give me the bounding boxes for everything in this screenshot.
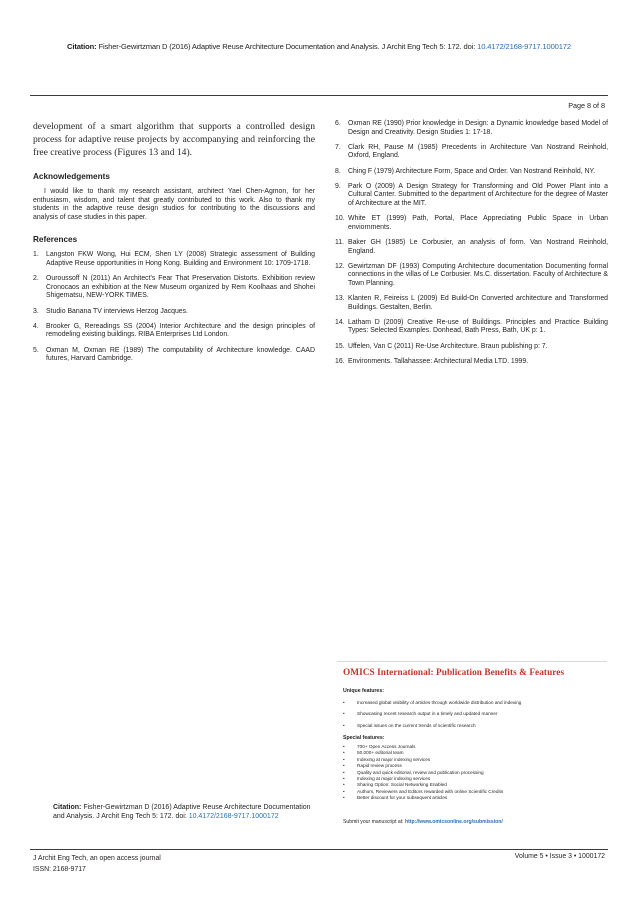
- journal-issn: ISSN: 2168-9717: [33, 866, 86, 873]
- header-citation-text: Fisher-Gewirtzman D (2016) Adaptive Reuse Architecture Documentation and Analysis. J Archit Eng Tech 5: 172. doi:: [98, 42, 476, 51]
- reference-number: 10.: [335, 215, 345, 223]
- footer-citation-label: Citation:: [53, 804, 82, 811]
- reference-item: [335, 295, 608, 312]
- acknowledgements-text: I would like to thank my research assistant, architect Yael Chen-Agmon, for her enthusiasm, wisdom, and talent that greatly contributed to this work. Also to thank my students in the adaptive reuse design studios for contributing to the discussions and analysis of case studies in this paper.: [33, 188, 315, 221]
- reference-text: Environments. Tallahassee: Architectural Media LTD. 1999.: [348, 357, 529, 365]
- reference-item: [335, 343, 608, 352]
- left-column: [33, 120, 315, 370]
- reference-number: 6.: [335, 120, 341, 127]
- page-number: Page 8 of 8: [568, 101, 605, 110]
- reference-text: Klanten R, Feireiss L (2009) Ed Build-On Converted architecture and Transformed Buildings. Gestalten, Berlin.: [348, 295, 608, 311]
- reference-item: [335, 183, 608, 209]
- reference-item: [335, 168, 608, 177]
- reference-item: [335, 319, 608, 336]
- unique-features-heading: Unique features:: [343, 688, 384, 694]
- reference-item: [335, 263, 608, 289]
- references-heading: References: [33, 235, 78, 245]
- feature-item: • Authors, Reviewers and Editors rewarded with online Scientific Credits: [343, 788, 504, 794]
- reference-text: Ouroussoff N (2011) An Architect's Fear That Preservation Distorts. Exhibition review Cronocaos an exhibition at the New Museum organized by Rem Koolhaas and Shohei Shigematsu, NEW-YORK TIMES.: [46, 275, 315, 300]
- reference-item: [33, 347, 315, 364]
- reference-text: Park O (2009) A Design Strategy for Transforming and Old Power Plant into a Cultural Canter. Submitted to the department of Architecture for the degree of Master of Architecture at the MIT.: [348, 182, 608, 207]
- reference-number: 5.: [33, 346, 39, 354]
- reference-text: Clark RH, Pause M (1985) Precedents in Architecture Van Nostrand Reinhold, Oxford, England.: [348, 143, 608, 160]
- reference-item: [33, 308, 315, 317]
- footer-doi-link[interactable]: 10.4172/2168-9717.1000172: [188, 812, 279, 820]
- unique-features-list: [343, 700, 521, 729]
- feature-item: • Better discount for your subsequent articles: [343, 795, 448, 801]
- footer-citation-text: Fisher-Gewirtzman D (2016) Adaptive Reuse Architecture Documentation and Analysis. J Archit Eng Tech 5: 172. doi:: [53, 804, 311, 820]
- reference-number: 13.: [335, 295, 345, 303]
- reference-text: Uffelen, Van C (2011) Re-Use Architecture. Braun publishing p: 7.: [348, 342, 548, 350]
- submission-line: [343, 819, 503, 825]
- journal-name: J Archit Eng Tech, an open access journal: [33, 855, 161, 862]
- reference-text: Oxman M, Oxman RE (1989) The computability of Architecture knowledge. CAAD futures, Harvard Cambridge.: [46, 346, 315, 363]
- header-citation: [0, 42, 638, 51]
- header-citation-label: Citation:: [67, 42, 97, 51]
- reference-text: Gewirtzman DF (1993) Computing Architecture documentation Documenting formal connections in the villas of Le Corbusier. Ms.C. dissertation. Faculty of Architecture & Town Planning.: [348, 262, 608, 287]
- feature-item: • Sharing Option: Social Networking Enabled: [343, 782, 447, 788]
- reference-text: Ching F (1979) Architecture Form, Space and Order. Van Nostrand Reinhold, NY.: [348, 167, 596, 175]
- reference-text: Oxman RE (1990) Prior knowledge in Design: a Dynamic knowledge based Model of Design and Creativity. Design Studies 1: 17-18.: [348, 120, 608, 136]
- footer-citation: [53, 804, 315, 821]
- references-list-right: [335, 120, 608, 366]
- special-features-heading: Special features:: [343, 735, 385, 741]
- special-features-list: [343, 744, 503, 802]
- reference-number: 7.: [335, 143, 341, 151]
- feature-item: • Quality and quick editorial, review and publication processing: [343, 769, 484, 775]
- reference-text: Latham D (2009) Creative Re-use of Buildings. Principles and Practice Building Types: Selected Examples. Donhead, Bath Press, Bath, UK p: 1.: [348, 318, 608, 335]
- reference-number: 14.: [335, 318, 345, 326]
- reference-item: [33, 275, 315, 301]
- feature-item: • Special issues on the current trends of scientific research: [343, 722, 476, 728]
- reference-number: 4.: [33, 322, 39, 330]
- reference-number: 1.: [33, 251, 39, 259]
- reference-number: 9.: [335, 182, 341, 190]
- header-divider: [30, 95, 608, 96]
- feature-item: • Indexing at major indexing services: [343, 776, 431, 782]
- reference-number: 11.: [335, 238, 345, 246]
- right-column: [335, 120, 608, 373]
- reference-item: [33, 323, 315, 340]
- header-doi-link[interactable]: 10.4172/2168-9717.1000172: [477, 42, 571, 51]
- submission-link[interactable]: http://www.omicsonline.org/submission/: [405, 819, 503, 825]
- reference-number: 16.: [335, 357, 345, 365]
- feature-item: • 700+ Open Access Journals: [343, 744, 416, 749]
- feature-item: • Showcasing recent research output in a timely and updated manner: [343, 711, 498, 717]
- feature-item: • 50,000+ editorial team: [343, 750, 404, 756]
- reference-text: Studio Banana TV interviews Herzog Jacques.: [46, 307, 188, 315]
- reference-item: [335, 239, 608, 256]
- reference-text: Baker GH (1985) Le Corbusier, an analysis of form. Van Nostrand Reinhold, England.: [348, 238, 608, 255]
- reference-number: 8.: [335, 167, 341, 175]
- references-list-left: [33, 251, 315, 363]
- reference-item: [335, 358, 608, 367]
- footer-journal-info: [33, 853, 161, 875]
- feature-item: • Rapid review process: [343, 763, 402, 769]
- feature-item: • Increased global visibility of articles through worldwide distribution and indexing: [343, 700, 522, 705]
- reference-number: 12.: [335, 262, 345, 270]
- reference-item: [335, 215, 608, 232]
- reference-item: [335, 120, 608, 137]
- reference-item: [33, 251, 315, 268]
- intro-paragraph: development of a smart algorithm that supports a controlled design process for adaptive reuse projects by accompanying and reinforcing the free creative process (Figures 13 and 14).: [33, 121, 315, 158]
- omics-benefits-box: [337, 661, 607, 835]
- footer-divider: [30, 849, 608, 850]
- submission-label: Submit your manuscript at:: [343, 819, 404, 825]
- reference-text: Brooker G, Rereadings SS (2004) Interior Architecture and the design principles of remodeling existing buildings. RIBA Enterprises Ltd London.: [46, 322, 315, 339]
- reference-number: 15.: [335, 342, 345, 350]
- footer-volume: Volume 5 • Issue 3 • 1000172: [514, 853, 605, 860]
- reference-number: 3.: [33, 307, 39, 315]
- acknowledgements-heading: Acknowledgements: [33, 172, 110, 181]
- omics-title: OMICS International: Publication Benefits & Features: [343, 668, 565, 678]
- reference-text: White ET (1999) Path, Portal, Place Appreciating Public Space in Urban enviornments.: [348, 215, 608, 231]
- reference-item: [335, 144, 608, 161]
- reference-number: 2.: [33, 275, 39, 283]
- reference-text: Langston FKW Wong, Hui ECM, Shen LY (2008) Strategic assessment of Building Adaptive Reuse opportunities in Hong Kong. Building and Environment 10: 1709-1718.: [46, 251, 315, 267]
- feature-item: • Indexing at major indexing services: [343, 756, 431, 762]
